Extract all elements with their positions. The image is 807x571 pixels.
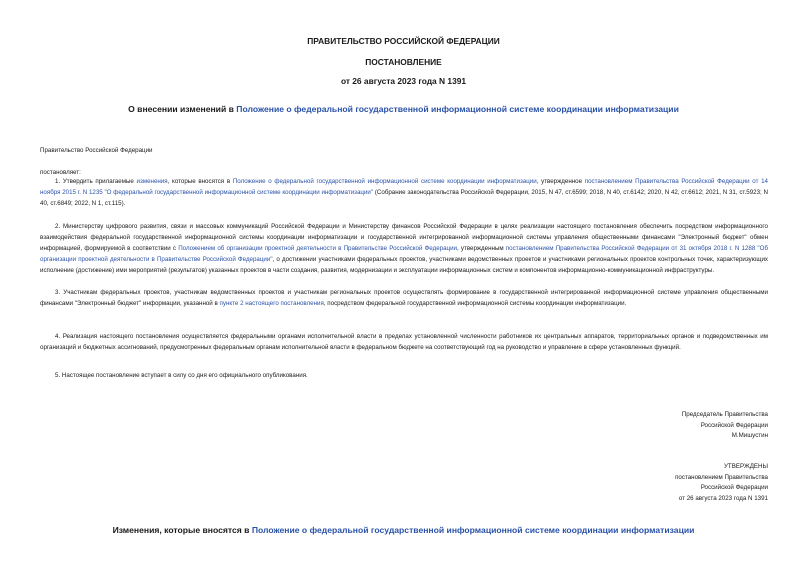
regulation-link[interactable]: Положение о федеральной государственной информационной системе координации информатизации	[232, 178, 537, 185]
p2-text-1: 2. Министерству цифрового развития, связи и массовых коммуникаций Российской Федерации и Министерству финансов Российской Федерации в целях реализации настоящего постановления обеспечить посредством информационного взаимодействия федеральной государственной информационной системы координации информатизации и государственной интегрированной информационной системы управления общественными финансами "Электронный бюджет" обмен информацией, формируемой в соответствии с	[40, 223, 768, 252]
p1-text-4: (Собрание законодательства Российской Федерации, 2015, N 47, ст.6599; 2018, N 40, ст.6142; 2020, N 42, ст.6612; 2021, N 31, ст.5923; N 40, ст.6849; 2022, N 1, ст.115).	[40, 189, 768, 207]
approval-line-4: от 26 августа 2023 года N 1391	[678, 494, 768, 502]
p1-text-3: , утвержденное	[536, 178, 585, 185]
paragraph-5: 5. Настоящее постановление вступает в силу со дня его официального опубликования.	[55, 372, 308, 379]
decree-1235-link[interactable]: постановлением Правительства Российской Федерации от 14 ноября 2015 г. N 1235 "О федеральной государственной информационной системе координации информатизации"	[40, 178, 768, 196]
paragraph-1	[40, 176, 768, 209]
changes-heading	[0, 525, 807, 535]
signature-name: М.Мишустин	[731, 432, 768, 439]
signature-line-2: Российской Федерации	[700, 421, 768, 429]
paragraph-3	[40, 287, 768, 309]
point-2-link[interactable]: пункте 2 настоящего постановления	[219, 300, 324, 307]
signature-line-1: Председатель Правительства	[681, 411, 768, 418]
p2-text-3: , о достижении участниками федеральных проектов, участниками ведомственных проектов и участниками региональных проектов контрольных точек, характеризующих исполнение (достижение) ими мероприятий (результатов) указанных проектов в части создания, развития, модернизации и эксплуатации информационных систем и компонентов информационно-коммуникационной инфраструктуры.	[40, 256, 768, 274]
decree-1288-link[interactable]: постановлением Правительства Российской Федерации от 31 октября 2018 г. N 1288 "Об организации проектной деятельности в Правительстве Российской Федерации"	[40, 245, 768, 263]
date-number: от 26 августа 2023 года N 1391	[340, 76, 467, 86]
signature-block	[560, 410, 768, 442]
paragraph-2	[40, 221, 768, 276]
p1-text-2: , которые вносятся в	[167, 178, 233, 185]
p1-text-1: 1. Утвердить прилагаемые	[55, 178, 137, 185]
subject-prefix: О внесении изменений в	[128, 104, 237, 114]
document-subject	[0, 104, 807, 114]
decree-word: постановляет:	[40, 169, 81, 176]
approval-line-2: постановлением Правительства	[675, 473, 768, 481]
approval-line-3: Российской Федерации	[700, 484, 768, 491]
changes-prefix: Изменения, которые вносятся в	[112, 525, 252, 535]
p3-text-2: , посредством федеральной государственной информационной системы координации информатизации.	[323, 300, 627, 307]
government-title: ПРАВИТЕЛЬСТВО РОССИЙСКОЙ ФЕДЕРАЦИИ	[307, 36, 500, 46]
approval-block	[560, 462, 768, 504]
project-regulation-link[interactable]: Положением об организации проектной деятельности в Правительстве Российской Федерации	[178, 245, 457, 252]
approval-line-1: УТВЕРЖДЕНЫ	[724, 463, 768, 470]
changes-heading-link[interactable]: Положение о федеральной государственной информационной системе координации информатизации	[251, 525, 695, 535]
doc-type-title: ПОСТАНОВЛЕНИЕ	[365, 57, 442, 67]
changes-link[interactable]: изменения	[136, 178, 168, 185]
subject-link[interactable]: Положение о федеральной государственной информационной системе координации информатизации	[236, 104, 679, 114]
issuer-line: Правительство Российской Федерации	[40, 147, 153, 154]
p2-text-2: , утвержденным	[457, 245, 506, 252]
paragraph-4: 4. Реализация настоящего постановления осуществляется федеральными органами исполнительной власти в пределах установленной численности работников их центральных аппаратов, территориальных органов и подведомственных им организаций и бюджетных ассигнований, предусмотренных федеральным органам исполнительной власти в федеральном бюджете на соответствующий год на руководство и управление в сфере установленных функций.	[40, 333, 768, 351]
p3-text-1: 3. Участникам федеральных проектов, участникам ведомственных проектов и участникам региональных проектов осуществлять формирование в государственной интегрированной информационной системе управления общественными финансами "Электронный бюджет" информации, указанной в	[40, 289, 768, 307]
